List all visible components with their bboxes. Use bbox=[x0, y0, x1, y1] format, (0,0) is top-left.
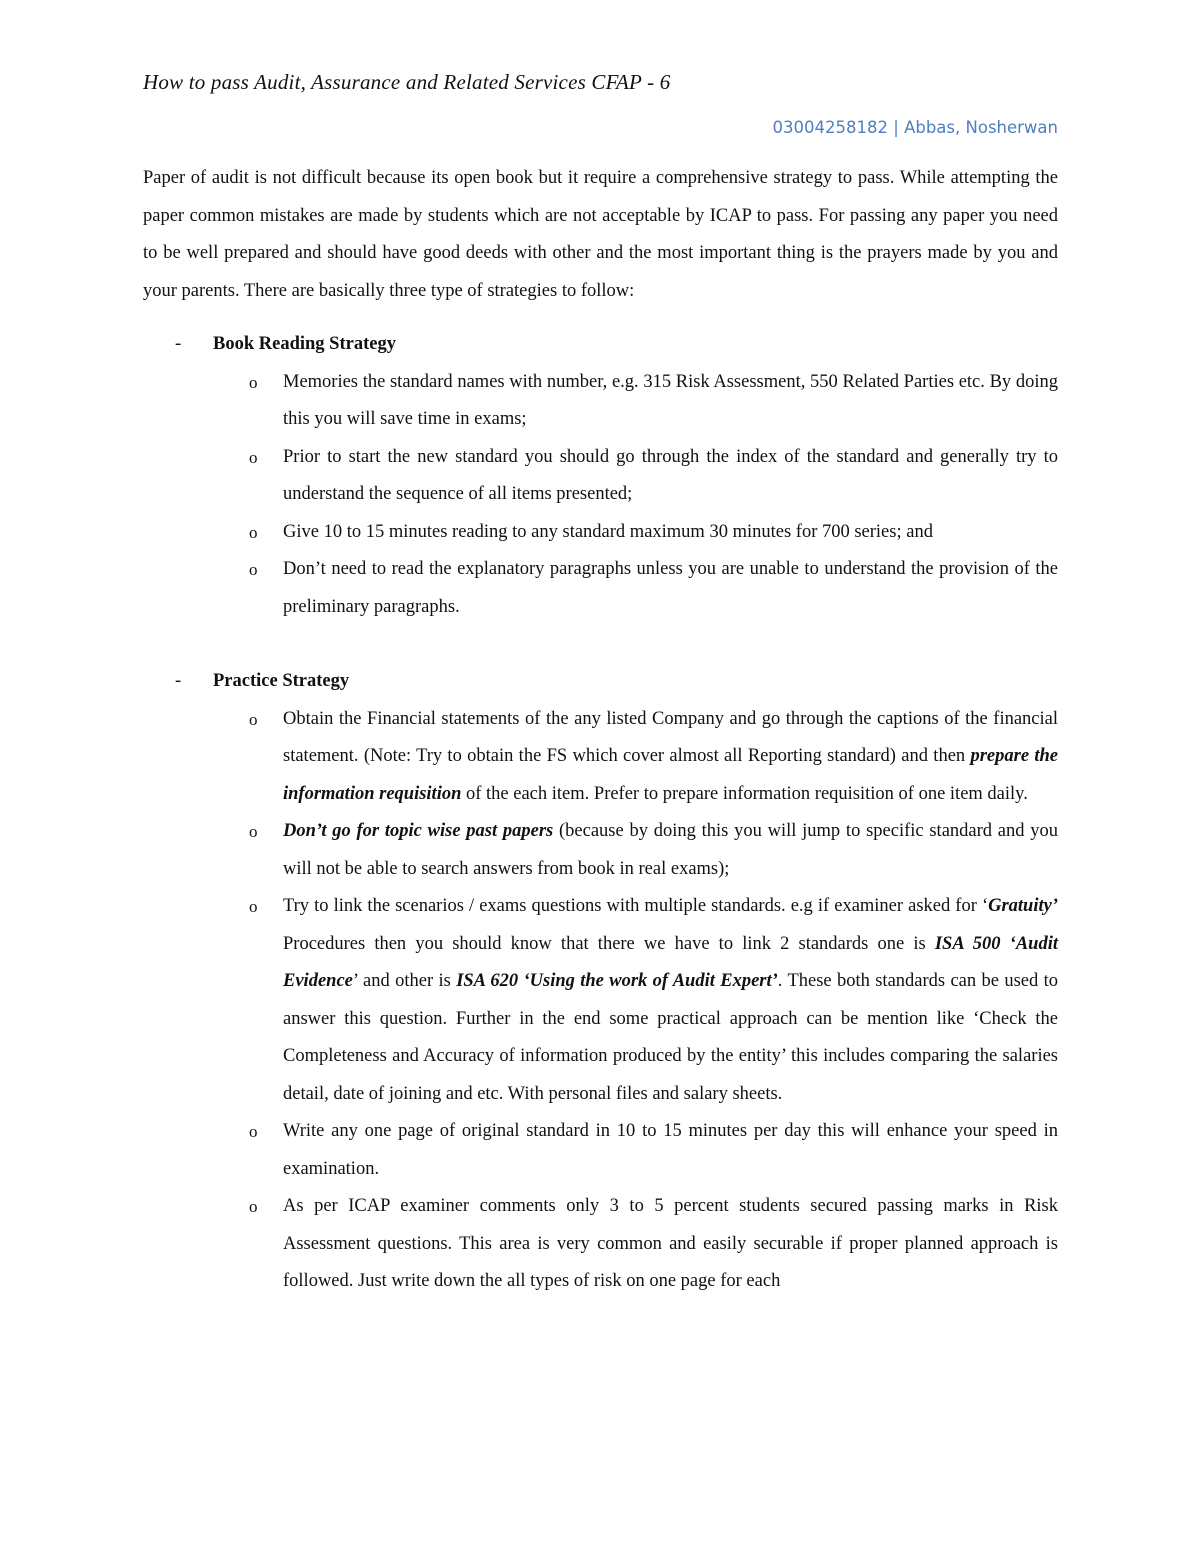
emphasis-text: ISA 500 ‘Audit Evidence bbox=[283, 933, 1058, 991]
list-item bbox=[143, 439, 1058, 514]
emphasis-text: Don’t go for topic wise past papers bbox=[283, 821, 554, 841]
bullet-icon: o bbox=[249, 1122, 258, 1141]
bullet-icon: o bbox=[249, 447, 258, 467]
practice-section bbox=[143, 663, 1058, 1301]
list-item-text: Don’t need to read the explanatory paragraphs unless you are unable to understand the provision of the preliminary paragraphs. bbox=[283, 559, 1058, 617]
document-title: How to pass Audit, Assurance and Related Services CFAP - 6 bbox=[143, 70, 671, 94]
list-item bbox=[143, 551, 1058, 626]
dash-marker: - bbox=[175, 334, 182, 354]
bullet-icon: o bbox=[249, 1197, 258, 1216]
list-item: o Don’t go for topic wise past papers (because by doing this you will jump to specific standard and you will not be able to search answers from book in real exams); bbox=[143, 813, 1058, 888]
emphasis-text: Gratuity’ bbox=[988, 896, 1058, 916]
list-item: o Obtain the Financial statements of the any listed Company and go through the captions of the financial statement. (Note: Try to obtain the FS which cover almost all Reporting standard) and then prepare the information requisition of the each item. Prefer to prepare information requisition of one item daily. bbox=[143, 701, 1058, 814]
bullet-icon: o bbox=[249, 522, 258, 542]
section-heading bbox=[143, 663, 1058, 701]
book-bullet-list bbox=[143, 364, 1058, 627]
dash-marker: - bbox=[175, 671, 182, 691]
section-heading bbox=[143, 326, 1058, 364]
bullet-icon: o bbox=[249, 822, 258, 841]
list-item-text: Give 10 to 15 minutes reading to any standard maximum 30 minutes for 700 series; and bbox=[283, 521, 933, 542]
list-item-text: Memories the standard names with number, e.g. 315 Risk Assessment, 550 Related Parties etc. By doing this you will save time in exams; bbox=[283, 371, 1058, 429]
intro-paragraph: Paper of audit is not difficult because its open book but it require a comprehensive strategy to pass. While attempting the paper common mistakes are made by students which are not acceptable by ICAP to pass. For passing any paper you need to be well prepared and should have good deeds with other and the most important thing is the prayers made by you and your parents. There are basically three type of strategies to follow: bbox=[143, 168, 1058, 301]
bullet-icon: o bbox=[249, 709, 258, 729]
list-item bbox=[143, 1188, 1058, 1301]
document-body bbox=[143, 160, 1058, 1301]
heading-text: Book Reading Strategy bbox=[213, 334, 396, 354]
list-item bbox=[143, 364, 1058, 439]
list-item bbox=[143, 1113, 1058, 1188]
practice-bullet-list bbox=[143, 701, 1058, 1301]
bullet-icon: o bbox=[249, 560, 258, 579]
list-item-text: Write any one page of original standard in 10 to 15 minutes per day this will enhance your speed in examination. bbox=[283, 1121, 1058, 1179]
heading-text: Practice Strategy bbox=[213, 671, 350, 691]
bullet-icon: o bbox=[249, 897, 258, 916]
list-item: o Try to link the scenarios / exams questions with multiple standards. e.g if examiner asked for ‘Gratuity’ Procedures then you should know that there we have to link 2 standards one is ISA 500 ‘Audit Evidence’ and other is ISA 620 ‘Using the work of Audit Expert’. These both standards can be used to answer this question. Further in the end some practical approach can be mention like ‘Check the Completeness and Accuracy of information produced by the entity’ this includes comparing the salaries detail, date of joining and etc. With personal files and salary sheets. bbox=[143, 888, 1058, 1113]
list-item-text: Prior to start the new standard you should go through the index of the standard and generally try to understand the sequence of all items presented; bbox=[283, 446, 1058, 504]
list-item bbox=[143, 514, 1058, 552]
book-reading-section bbox=[143, 326, 1058, 626]
emphasis-text: prepare the information requisition bbox=[283, 746, 1058, 804]
bullet-icon: o bbox=[249, 372, 258, 392]
list-item-text: As per ICAP examiner comments only 3 to 5 percent students secured passing marks in Risk Assessment questions. This area is very common and easily securable if proper planned approach is followed. Just write down the all types of risk on one page for each bbox=[283, 1196, 1058, 1291]
emphasis-text: ISA 620 ‘Using the work of Audit Expert’ bbox=[456, 971, 778, 991]
header-contact: 03004258182 | Abbas, Nosherwan bbox=[772, 118, 1058, 137]
